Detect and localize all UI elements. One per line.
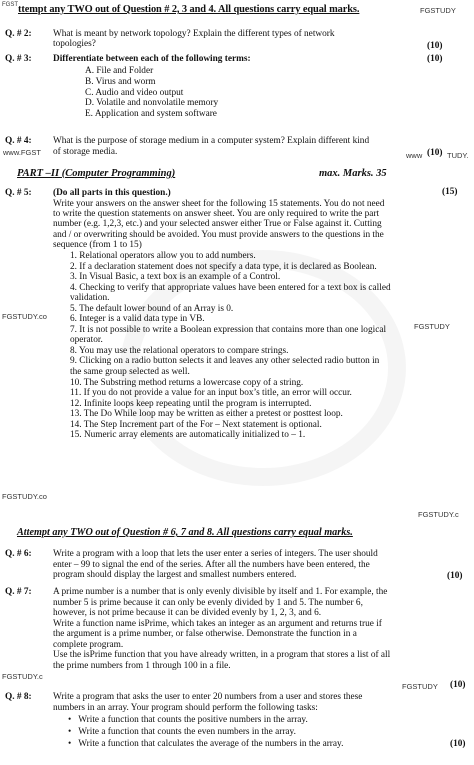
corner-tag: FGST — [2, 2, 18, 8]
section-header-top: ttempt any TWO out of Question # 2, 3 and 4. All questions carry equal marks. — [18, 4, 360, 15]
q3-marks: (10) — [427, 54, 443, 64]
watermark-url-right-2: FGSTUDY.c — [418, 510, 459, 519]
bullet-icon: • — [68, 727, 79, 738]
q5-statement: 4. Checking to verify that appropriate values have been entered for a text box is called — [70, 282, 391, 293]
q5-statement: 5. The default lower bound of an Array is 0. — [70, 303, 234, 314]
q2-number: Q. # 2: — [5, 29, 32, 39]
q5-statement: the same group selected as well. — [70, 367, 190, 378]
q5-instruction-line: and / or overwriting should be avoided. You must provide answers to the questions in the — [53, 229, 384, 240]
q3-term: D. Volatile and nonvolatile memory — [85, 98, 219, 109]
q5-statement: validation. — [70, 293, 110, 304]
q4-number: Q. # 4: — [5, 136, 32, 146]
q6-line: Write a program with a loop that lets the user enter a series of integers. The user should — [53, 549, 378, 559]
q8-task-text: Write a function that calculates the average of the numbers in the array. — [78, 739, 344, 750]
q5-statement: 10. The Substring method returns a lowercase copy of a string. — [70, 377, 304, 388]
q5-statement: 1. Relational operators allow you to add numbers. — [70, 251, 256, 261]
q6-line: enter – 99 to signal the end of the series. After all the numbers have been entered, the — [53, 559, 370, 570]
q4-line-1: What is the purpose of storage medium in a computer system? Explain different kind — [53, 136, 370, 146]
watermark-url-top: FGSTUDY — [420, 6, 456, 15]
watermark-fragment: TUDY. — [447, 151, 469, 160]
q3-title: Differentiate between each of the following terms: — [53, 54, 251, 64]
q8-task — [68, 738, 343, 750]
section-header-2: Attempt any TWO out of Question # 6, 7 and 8. All questions carry equal marks. — [17, 527, 353, 538]
q7-marks: (10) — [450, 680, 466, 690]
q5-statement: 6. Integer is a valid data type in VB. — [70, 314, 205, 325]
q6-marks: (10) — [447, 571, 463, 581]
q5-statement: 14. The Step Increment part of the For – Next statement is optional. — [70, 419, 322, 430]
q7-line: however, is not prime because it can be divided evenly by 1, 2, 3, and 6. — [53, 608, 322, 618]
q8-number: Q. # 8: — [5, 692, 32, 702]
q5-statement: 12. Infinite loops keep repeating until the program is interrupted. — [70, 398, 312, 409]
bullet-icon: • — [68, 739, 79, 750]
q8-task — [68, 726, 343, 738]
q7-line: the argument is a prime number, or false otherwise. Demonstrate the function in a — [53, 629, 357, 639]
part-2-max-marks: max. Marks. 35 — [319, 168, 387, 179]
q3-term: A. File and Folder — [85, 66, 154, 76]
watermark-url-left-2: FGSTUDY.co — [2, 492, 47, 501]
q3-term-list — [85, 66, 218, 120]
q3-term: E. Application and system software — [85, 109, 217, 120]
q5-statement: 15. Numeric array elements are automatically initialized to – 1. — [70, 430, 306, 441]
q6-line: program should display the largest and smallest numbers entered. — [53, 570, 297, 581]
watermark-www: www.FGST — [3, 148, 41, 157]
q5-statement: 9. Clicking on a radio button selects it and leaves any other selected radio button in — [70, 356, 380, 367]
q5-statement: operator. — [70, 335, 103, 346]
q5-statement: 13. The Do While loop may be written as either a pretest or posttest loop. — [70, 409, 343, 420]
q8-task-text: Write a function that counts the positive numbers in the array. — [78, 715, 308, 725]
q5-statement: 3. In Visual Basic, a text box is an example of a Control. — [70, 272, 281, 283]
q7-line: the prime numbers from 1 through 100 in a file. — [53, 660, 231, 671]
q4-line-2: of storage media. — [53, 147, 118, 157]
q5-statement: 7. It is not possible to write a Boolean expression that contains more than one logical — [70, 324, 387, 335]
q7-line: number 5 is prime because it can only be evenly divided by 1 and 5. The number 6, — [53, 597, 363, 608]
q5-statement: 2. If a declaration statement does not specify a data type, it is declared as Boolean. — [70, 261, 377, 272]
q6-body — [53, 549, 378, 581]
q8-marks: (10) — [450, 739, 466, 749]
watermark-url-right-3: FGSTUDY — [402, 682, 438, 691]
q3-term: C. Audio and video output — [85, 87, 184, 98]
q5-statement: 11. If you do not provide a value for an input box’s title, an error will occur. — [70, 388, 352, 399]
watermark-url-left: FGSTUDY.co — [2, 312, 47, 321]
q7-number: Q. # 7: — [5, 587, 32, 597]
q5-number: Q. # 5: — [5, 188, 32, 198]
q7-line: A prime number is a number that is only evenly divisible by itself and 1. For example, the — [53, 587, 388, 597]
q2-marks: (10) — [427, 41, 443, 51]
q7-line: complete program. — [53, 639, 124, 650]
q5-instructions — [53, 199, 384, 251]
q5-instruction-line: number (e.g. 1,2,3, etc.) and your selected answer either True or False against it. Cutting — [53, 219, 382, 230]
q7-line: Use the isPrime function that you have already written, in a program that stores a list of all — [53, 650, 391, 660]
q3-term: B. Virus and worm — [85, 76, 156, 87]
q7-line: Write a function name isPrime, which takes an integer as an argument and returns true if — [53, 618, 382, 629]
q3-number: Q. # 3: — [5, 54, 32, 64]
q8-task — [68, 714, 343, 726]
q5-instruction-line: Write your answers on the answer sheet for the following 15 statements. You do not need — [53, 198, 385, 209]
q5-marks: (15) — [442, 187, 458, 197]
bullet-icon: • — [68, 715, 79, 725]
q2-line-2: topologies? — [53, 39, 96, 49]
q5-statement-list — [70, 251, 391, 441]
watermark-url-right: FGSTUDY — [414, 322, 450, 331]
q8-task-list — [68, 714, 343, 751]
q8-line: Write a program that asks the user to enter 20 numbers from a user and stores these — [53, 692, 363, 702]
q6-number: Q. # 6: — [5, 549, 32, 559]
q8-line: numbers in an array. Your program should perform the following tasks: — [53, 702, 318, 713]
q2-line-1: What is meant by network topology? Explain the different types of network — [53, 29, 335, 39]
q5-instruction-line: sequence (from 1 to 15) — [53, 240, 142, 251]
watermark-www-2: www — [406, 151, 423, 160]
q4-marks: (10) — [427, 148, 443, 158]
watermark-url-left-3: FGSTUDY.c — [2, 672, 43, 681]
q8-body — [53, 692, 362, 713]
q5-instruction-line: to write the question statements on answer sheet. You are only required to write the part — [53, 208, 380, 219]
q5-title: (Do all parts in this question.) — [53, 188, 171, 198]
q8-task-text: Write a function that counts the even numbers in the array. — [78, 727, 296, 738]
q5-statement: 8. You may use the relational operators to compare strings. — [70, 345, 289, 356]
q7-body — [53, 587, 390, 671]
part-2-title: PART –II (Computer Programming) — [17, 168, 176, 179]
